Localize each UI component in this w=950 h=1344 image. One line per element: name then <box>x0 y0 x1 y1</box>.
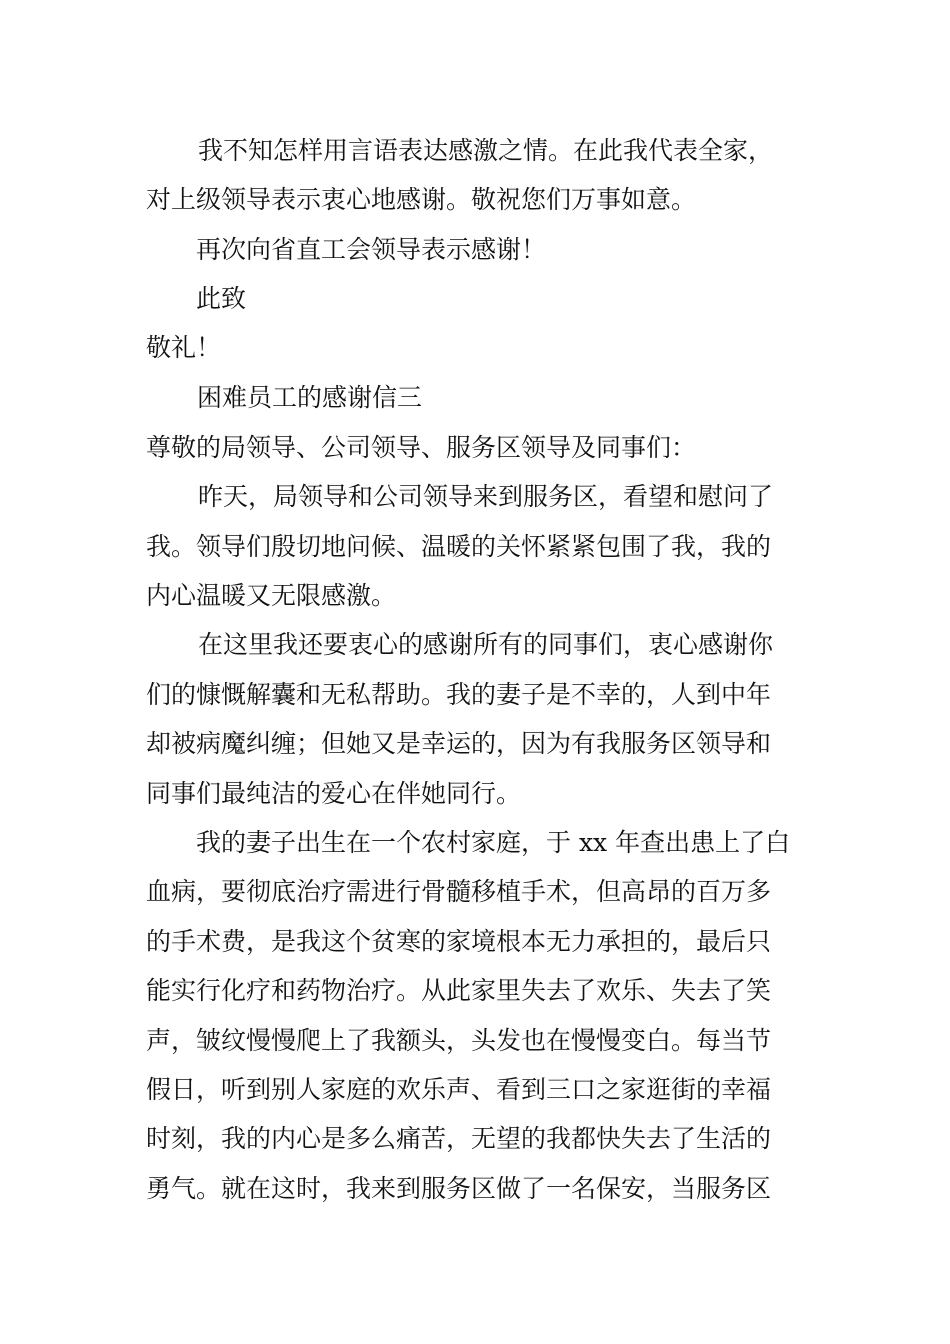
text-line: 们的慷慨解囊和无私帮助。我的妻子是不幸的，人到中年 <box>146 680 772 709</box>
text-line: 我的妻子出生在一个农村家庭，于 xx 年查出患上了白 <box>196 828 791 857</box>
text-line: 能实行化疗和药物治疗。从此家里失去了欢乐、失去了笑 <box>146 976 772 1005</box>
text-line: 勇气。就在这时，我来到服务区做了一名保安，当服务区 <box>146 1174 772 1203</box>
letter-greeting: 尊敬的局领导、公司领导、服务区领导及同事们： <box>146 433 697 462</box>
text-line: 对上级领导表示衷心地感谢。敬祝您们万事如意。 <box>146 185 697 214</box>
text-line: 我。领导们殷切地问候、温暖的关怀紧紧包围了我，我的 <box>146 532 772 561</box>
text-line: 假日，听到别人家庭的欢乐声、看到三口之家逛街的幸福 <box>146 1075 772 1104</box>
text-line: 内心温暖又无限感激。 <box>146 581 397 610</box>
text-line: 却被病魔纠缠；但她又是幸运的，因为有我服务区领导和 <box>146 729 772 758</box>
closing-regards: 敬礼！ <box>146 333 222 362</box>
text-line: 在这里我还要衷心的感谢所有的同事们，衷心感谢你 <box>198 630 774 659</box>
text-line: 的手术费，是我这个贫寒的家境根本无力承担的，最后只 <box>146 927 772 956</box>
text-line: 再次向省直工会领导表示感谢！ <box>196 235 547 264</box>
closing-salutation: 此致 <box>196 284 247 313</box>
section-title: 困难员工的感谢信三 <box>197 383 423 412</box>
text-line: 昨天，局领导和公司领导来到服务区，看望和慰问了 <box>198 482 774 511</box>
text-line: 血病，要彻底治疗需进行骨髓移植手术，但高昂的百万多 <box>146 877 772 906</box>
text-line: 同事们最纯洁的爱心在伴她同行。 <box>146 779 522 808</box>
text-line: 声，皱纹慢慢爬上了我额头，头发也在慢慢变白。每当节 <box>146 1026 772 1055</box>
text-line: 时刻，我的内心是多么痛苦，无望的我都快失去了生活的 <box>146 1124 772 1153</box>
text-line: 我不知怎样用言语表达感激之情。在此我代表全家， <box>198 136 774 165</box>
